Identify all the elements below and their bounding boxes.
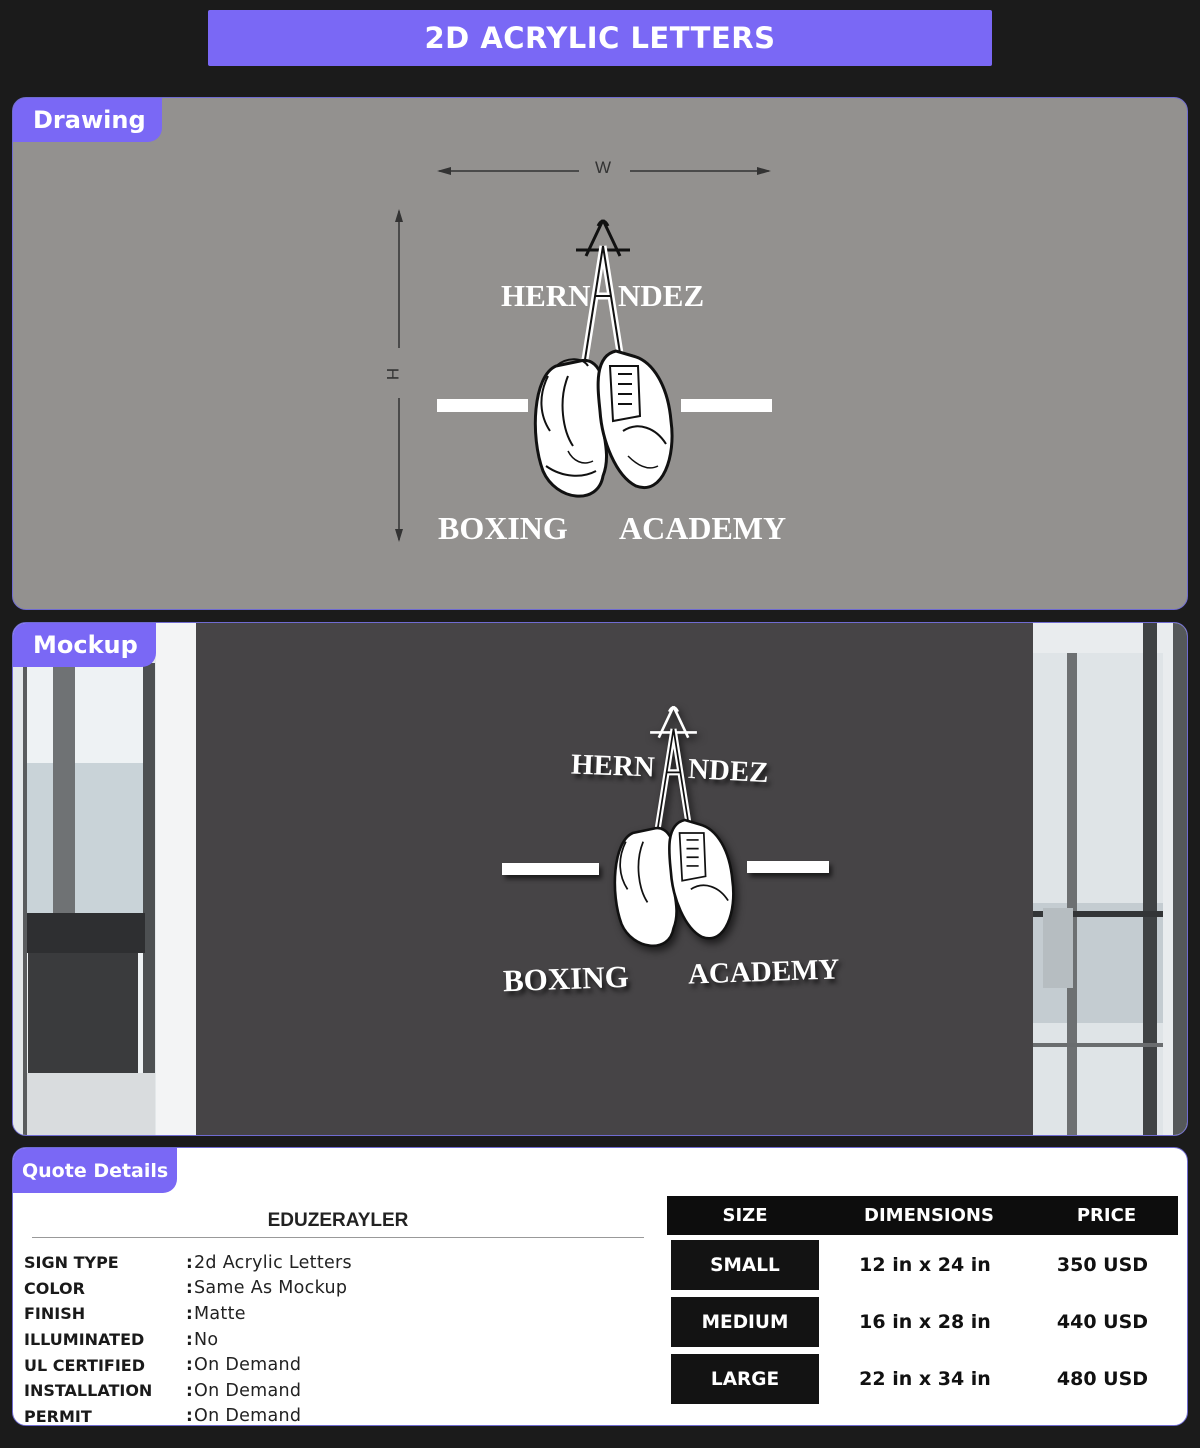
spec-key: COLOR (24, 1278, 85, 1298)
size-cell: LARGE (671, 1354, 819, 1404)
spec-value: 2d Acrylic Letters (194, 1252, 352, 1273)
price-column-header: PRICE (1076, 1205, 1137, 1226)
logo-word-boxing: BOXING (438, 510, 568, 546)
table-row (667, 1297, 1178, 1347)
spec-row (24, 1327, 352, 1353)
size-cell: MEDIUM (671, 1297, 819, 1347)
spec-colon: : (186, 1380, 193, 1401)
drawing-panel (12, 97, 1188, 610)
logo-mockup (13, 623, 1188, 1136)
logo-word-boxing: BOXING (502, 958, 630, 999)
width-label: W (595, 158, 612, 177)
spec-colon: : (186, 1406, 193, 1426)
spec-row (24, 1378, 352, 1404)
spec-key: FINISH (24, 1304, 86, 1324)
size-cell: SMALL (671, 1240, 819, 1290)
price-cell: 480 USD (1056, 1368, 1149, 1390)
dimensions-cell: 12 in x 24 in (859, 1254, 991, 1276)
spec-value: On Demand (194, 1380, 302, 1401)
spec-key: ILLUMINATED (24, 1330, 145, 1350)
spec-value: Matte (194, 1303, 246, 1324)
mockup-panel (12, 622, 1188, 1136)
spec-colon: : (186, 1329, 193, 1350)
spec-key: SIGN TYPE (24, 1253, 119, 1273)
spec-list (24, 1250, 352, 1426)
spec-colon: : (186, 1303, 193, 1324)
boxing-gloves-icon (601, 703, 746, 963)
spec-value: On Demand (194, 1355, 302, 1376)
dimensions-cell: 22 in x 34 in (859, 1368, 991, 1390)
page-title: 2D ACRYLIC LETTERS (208, 10, 992, 66)
size-column-header: SIZE (722, 1205, 768, 1226)
spec-colon: : (186, 1252, 193, 1273)
spec-key: PERMIT (24, 1406, 92, 1426)
logo-bar-left (437, 399, 528, 412)
spec-value: No (194, 1329, 219, 1350)
price-cell: 350 USD (1056, 1254, 1149, 1276)
table-row (667, 1354, 1178, 1404)
boxing-gloves-icon (528, 216, 678, 516)
spec-value: Same As Mockup (194, 1278, 348, 1299)
spec-row (24, 1276, 352, 1302)
logo-word-academy: ACADEMY (619, 510, 787, 546)
logo-bar-left (502, 863, 599, 875)
price-cell: 440 USD (1056, 1311, 1149, 1333)
dimensions-cell: 16 in x 28 in (859, 1311, 991, 1333)
quote-panel (12, 1147, 1188, 1426)
height-label: H (383, 367, 403, 381)
spec-key: UL CERTIFIED (24, 1355, 145, 1375)
drawing-tab: Drawing (13, 98, 162, 142)
logo-word-ndez: NDEZ (618, 278, 705, 313)
logo-bar-right (681, 399, 772, 412)
logo-word-ndez: NDEZ (687, 752, 770, 790)
spec-row (24, 1301, 352, 1327)
table-row (667, 1240, 1178, 1290)
spec-row (24, 1404, 352, 1426)
logo-bar-right (747, 861, 829, 873)
logo-word-hern: HERN (570, 748, 656, 784)
quote-tab: Quote Details (13, 1148, 177, 1193)
spec-key: INSTALLATION (24, 1381, 153, 1401)
spec-row (24, 1352, 352, 1378)
mockup-tab: Mockup (13, 623, 156, 667)
spec-colon: : (186, 1278, 193, 1299)
dimensions-column-header: DIMENSIONS (864, 1205, 994, 1226)
logo-drawing (13, 98, 1188, 610)
logo-word-academy: ACADEMY (687, 953, 840, 991)
spec-value: On Demand (194, 1406, 302, 1426)
spec-row (24, 1250, 352, 1276)
price-table-header (667, 1196, 1178, 1235)
client-divider (32, 1237, 644, 1238)
client-name: EDUZERAYLER (267, 1210, 409, 1231)
spec-colon: : (186, 1355, 193, 1376)
logo-word-hern: HERN (501, 278, 591, 313)
